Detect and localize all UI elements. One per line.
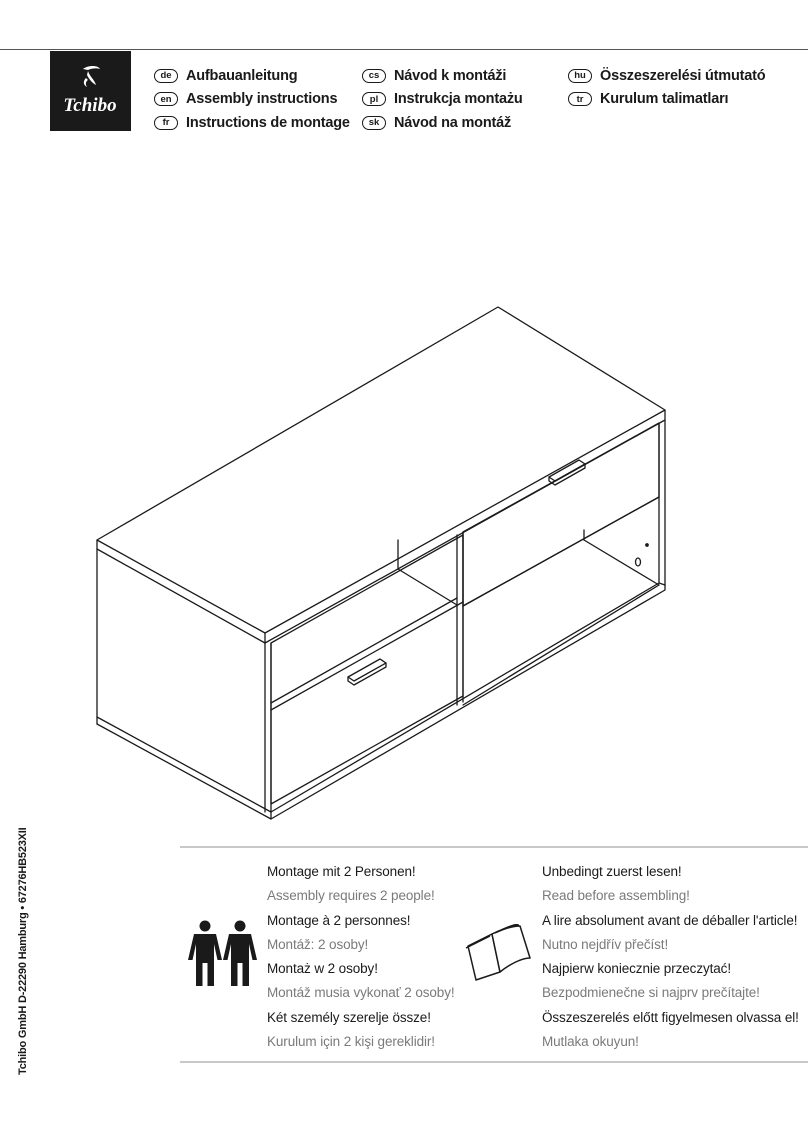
language-code-badge: en (154, 92, 178, 106)
notice-line-hu: Összeszerelés előtt figyelmesen olvassa el! (542, 1009, 799, 1025)
notice-line-tr: Kurulum için 2 kişi gereklidir! (267, 1034, 435, 1050)
logo-wordmark: Tchibo (63, 95, 117, 116)
notice-line-tr: Mutlaka okuyun! (542, 1034, 639, 1050)
language-code-badge: pl (362, 92, 386, 106)
notice-line-hu: Két személy szerelje össze! (267, 1009, 431, 1025)
two-people-icon (188, 920, 258, 988)
notice-line-sk: Montáž musia vykonať 2 osoby! (267, 985, 455, 1001)
notice-bottom-rule (180, 1061, 808, 1063)
open-book-icon (464, 924, 532, 982)
notice-line-sk: Bezpodmienečne si najprv prečítajte! (542, 985, 760, 1001)
assembly-people-notice (267, 860, 455, 1054)
language-code-badge: cs (362, 69, 386, 83)
notice-line-cs: Nutno nejdřív přečíst! (542, 936, 669, 952)
read-first-notice (542, 860, 799, 1054)
notice-line-pl: Montaż w 2 osoby! (267, 961, 378, 977)
drawer-upper-right (463, 423, 659, 606)
notice-line-de: Montage mit 2 Personen! (267, 864, 416, 879)
language-code-badge: tr (568, 92, 592, 106)
notice-line-cs: Montáž: 2 osoby! (267, 936, 369, 952)
language-code-badge: sk (362, 116, 386, 130)
language-code-badge: fr (154, 116, 178, 130)
language-title: Kurulum talimatları (600, 91, 729, 108)
notice-line-de: Unbedingt zuerst lesen! (542, 864, 682, 879)
company-imprint: Tchibo GmbH D-22290 Hamburg • 67276HB523XII (17, 827, 29, 1075)
language-title: Assembly instructions (186, 91, 338, 108)
language-title: Aufbauanleitung (186, 67, 298, 84)
language-title: Összeszerelési útmutató (600, 67, 766, 84)
notice-line-fr: A lire absolument avant de déballer l'article! (542, 912, 798, 928)
notice-top-rule (180, 846, 808, 848)
top-surface (97, 307, 665, 633)
language-title: Návod k montáži (394, 67, 507, 84)
language-code-badge: hu (568, 69, 592, 83)
notice-line-en: Assembly requires 2 people! (267, 888, 435, 904)
language-title: Instrukcja montażu (394, 91, 523, 108)
top-edge (97, 410, 665, 643)
notice-line-pl: Najpierw koniecznie przeczytać! (542, 961, 731, 977)
language-title: Instructions de montage (186, 114, 350, 131)
notice-line-en: Read before assembling! (542, 888, 690, 904)
language-title: Návod na montáž (394, 114, 512, 131)
notice-line-fr: Montage à 2 personnes! (267, 912, 411, 928)
language-code-badge: de (154, 69, 178, 83)
